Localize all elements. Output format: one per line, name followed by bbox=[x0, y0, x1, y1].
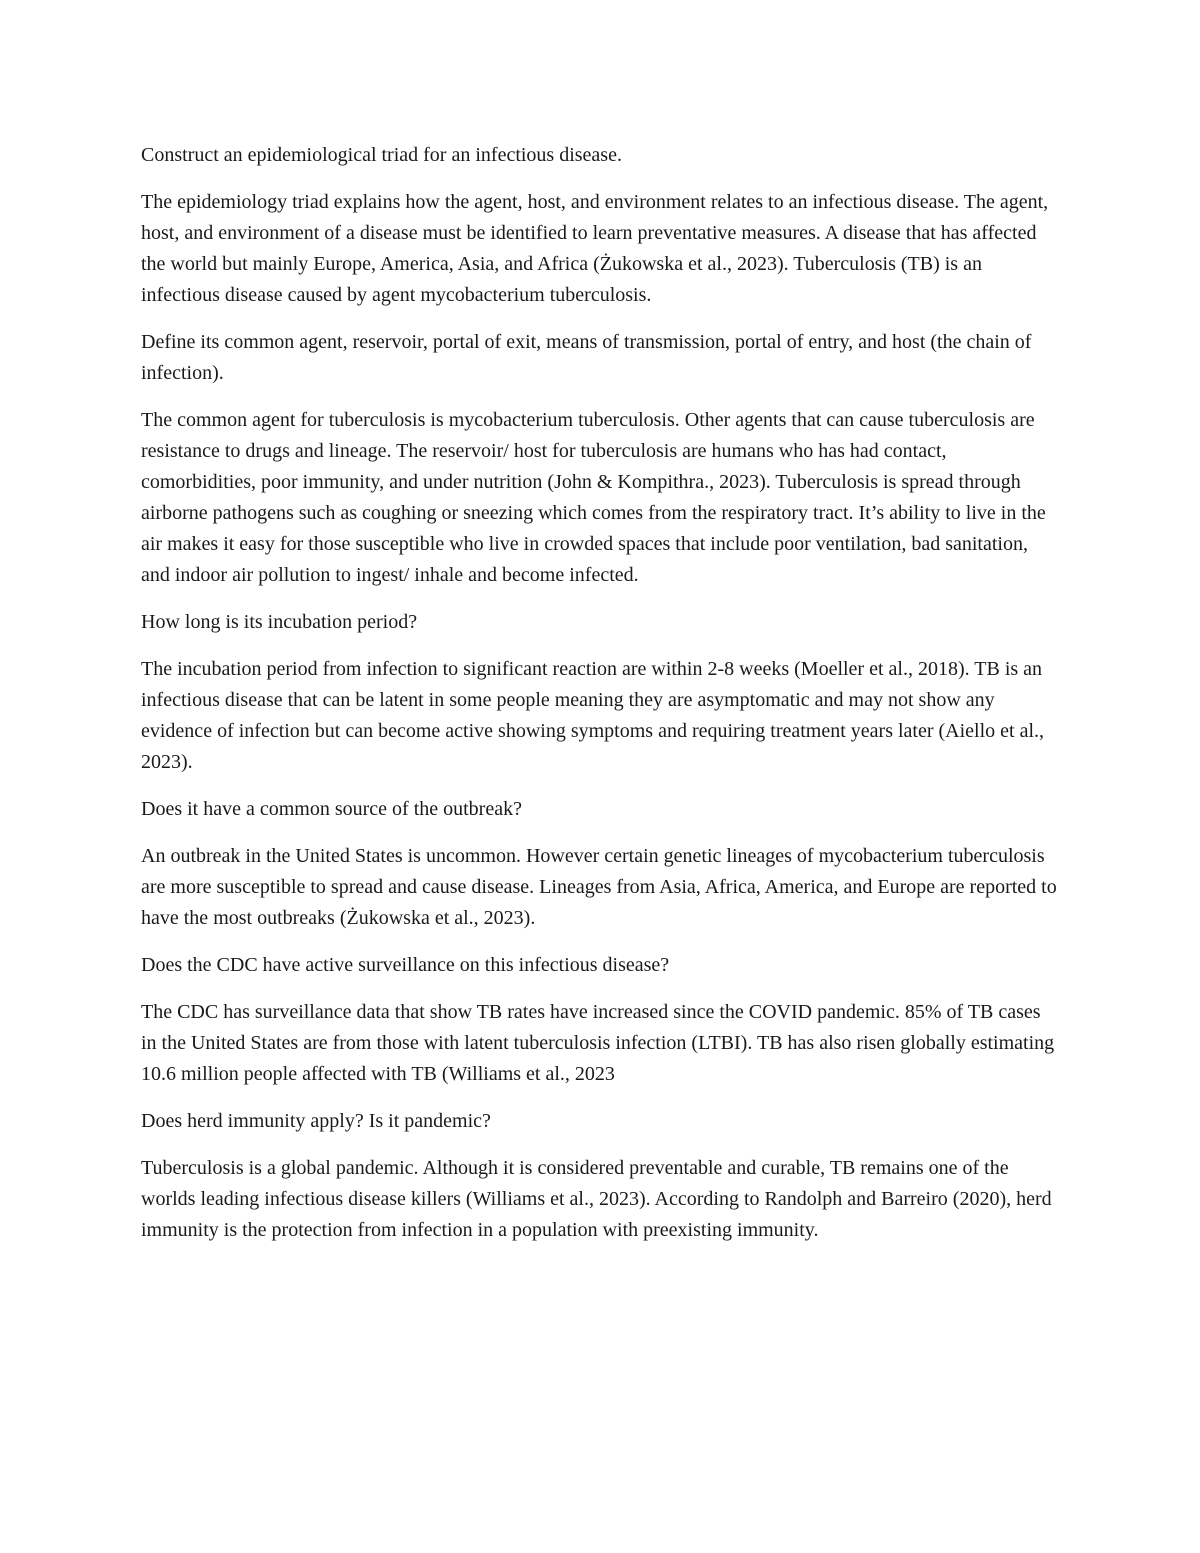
question-incubation-period: How long is its incubation period? bbox=[141, 611, 418, 633]
answer-cdc-surveillance: The CDC has surveillance data that show TB rates have increased since the COVID pandemic. 85% of TB cases in the United States are from those with latent tuberculosis infection (LTBI). TB has also risen globally estimating 10.6 million people affected with TB (Williams et al., 2023 bbox=[141, 1001, 1055, 1085]
answer-epidemiological-triad: The epidemiology triad explains how the agent, host, and environment relates to an infectious disease. The agent, host, and environment of a disease must be identified to learn preventative measures. A disease that has affected the world but mainly Europe, America, Asia, and Africa (Żukowska et al., 2023). Tuberculosis (TB) is an infectious disease caused by agent mycobacterium tuberculosis. bbox=[141, 191, 1049, 306]
question-outbreak-source: Does it have a common source of the outbreak? bbox=[141, 798, 522, 820]
answer-incubation-period: The incubation period from infection to significant reaction are within 2-8 weeks (Moeller et al., 2018). TB is an infectious disease that can be latent in some people meaning they are asymptomatic and may not show any evidence of infection but can become active showing symptoms and requiring treatment years later (Aiello et al., 2023). bbox=[141, 658, 1045, 773]
answer-outbreak-source: An outbreak in the United States is uncommon. However certain genetic lineages of mycobacterium tuberculosis are more susceptible to spread and cause disease. Lineages from Asia, Africa, America, and Europe are reported to have the most outbreaks (Żukowska et al., 2023). bbox=[141, 845, 1057, 929]
answer-herd-immunity: Tuberculosis is a global pandemic. Although it is considered preventable and curable, TB remains one of the worlds leading infectious disease killers (Williams et al., 2023). According to Randolph and Barreiro (2020), herd immunity is the protection from infection in a population with preexisting immunity. bbox=[141, 1157, 1052, 1241]
question-cdc-surveillance: Does the CDC have active surveillance on this infectious disease? bbox=[141, 954, 670, 976]
document-body bbox=[141, 140, 1061, 1262]
question-herd-immunity: Does herd immunity apply? Is it pandemic? bbox=[141, 1110, 491, 1132]
question-epidemiological-triad: Construct an epidemiological triad for an infectious disease. bbox=[141, 144, 622, 166]
answer-chain-of-infection: The common agent for tuberculosis is mycobacterium tuberculosis. Other agents that can cause tuberculosis are resistance to drugs and lineage. The reservoir/ host for tuberculosis are humans who has had contact, comorbidities, poor immunity, and under nutrition (John & Kompithra., 2023). Tuberculosis is spread through airborne pathogens such as coughing or sneezing which comes from the respiratory tract. It’s ability to live in the air makes it easy for those susceptible who live in crowded spaces that include poor ventilation, bad sanitation, and indoor air pollution to ingest/ inhale and become infected. bbox=[141, 409, 1046, 586]
question-chain-of-infection: Define its common agent, reservoir, portal of exit, means of transmission, portal of entry, and host (the chain of infection). bbox=[141, 331, 1032, 384]
